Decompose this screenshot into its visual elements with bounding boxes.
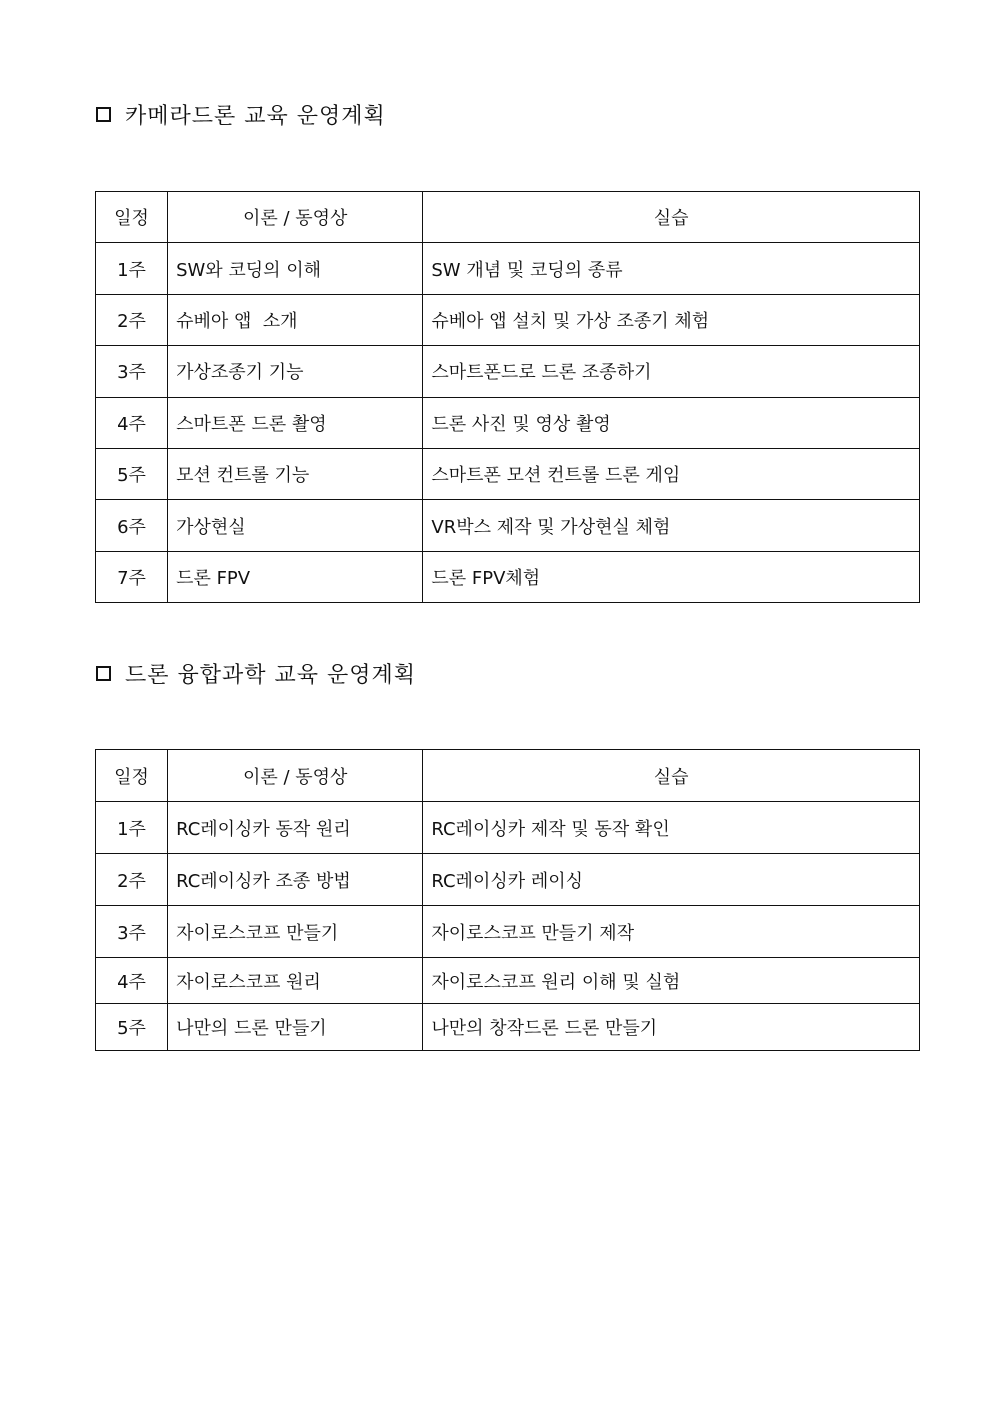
table-row	[96, 854, 920, 906]
practice-cell: 드론 FPV체험	[423, 551, 920, 602]
theory-cell: RC레이싱카 동작 원리	[168, 802, 423, 854]
checkbox-square-icon	[96, 666, 111, 681]
table-row	[96, 551, 920, 602]
table-header-row	[96, 192, 920, 243]
practice-cell: 스마트폰드로 드론 조종하기	[423, 346, 920, 397]
week-cell: 2주	[96, 854, 168, 906]
section-title-camera-drone	[96, 99, 386, 130]
table-row	[96, 243, 920, 294]
week-cell: 7주	[96, 551, 168, 602]
table-row	[96, 906, 920, 958]
table-row	[96, 294, 920, 345]
week-cell: 5주	[96, 448, 168, 499]
practice-cell: 스마트폰 모션 컨트롤 드론 게임	[423, 448, 920, 499]
drone-science-plan-table	[95, 749, 920, 1051]
practice-cell: 자이로스코프 원리 이해 및 실험	[423, 958, 920, 1004]
section-title-text: 카메라드론 교육 운영계획	[125, 104, 386, 129]
table-header-row	[96, 750, 920, 802]
table-row	[96, 448, 920, 499]
header-practice: 실습	[423, 192, 920, 243]
section-title-text: 드론 융합과학 교육 운영계획	[125, 663, 417, 688]
theory-cell: 자이로스코프 만들기	[168, 906, 423, 958]
theory-cell: RC레이싱카 조종 방법	[168, 854, 423, 906]
practice-cell: 나만의 창작드론 드론 만들기	[423, 1004, 920, 1051]
header-schedule: 일정	[96, 750, 168, 802]
practice-cell: 드론 사진 및 영상 촬영	[423, 397, 920, 448]
theory-cell: 가상현실	[168, 500, 423, 551]
section-title-drone-science	[96, 658, 416, 689]
week-cell: 3주	[96, 906, 168, 958]
theory-cell: 가상조종기 기능	[168, 346, 423, 397]
table-row	[96, 802, 920, 854]
week-cell: 2주	[96, 294, 168, 345]
theory-cell: 나만의 드론 만들기	[168, 1004, 423, 1051]
table-row	[96, 958, 920, 1004]
header-schedule: 일정	[96, 192, 168, 243]
header-practice: 실습	[423, 750, 920, 802]
theory-cell: SW와 코딩의 이해	[168, 243, 423, 294]
week-cell: 1주	[96, 802, 168, 854]
header-theory: 이론 / 동영상	[168, 192, 423, 243]
table-row	[96, 346, 920, 397]
practice-cell: VR박스 제작 및 가상현실 체험	[423, 500, 920, 551]
theory-cell: 슈베아 앱 소개	[168, 294, 423, 345]
week-cell: 3주	[96, 346, 168, 397]
practice-cell: 자이로스코프 만들기 제작	[423, 906, 920, 958]
checkbox-square-icon	[96, 107, 111, 122]
practice-cell: RC레이싱카 제작 및 동작 확인	[423, 802, 920, 854]
theory-cell: 모션 컨트롤 기능	[168, 448, 423, 499]
week-cell: 6주	[96, 500, 168, 551]
table-row	[96, 500, 920, 551]
practice-cell: 슈베아 앱 설치 및 가상 조종기 체험	[423, 294, 920, 345]
practice-cell: RC레이싱카 레이싱	[423, 854, 920, 906]
theory-cell: 자이로스코프 원리	[168, 958, 423, 1004]
practice-cell: SW 개념 및 코딩의 종류	[423, 243, 920, 294]
week-cell: 1주	[96, 243, 168, 294]
table-row	[96, 397, 920, 448]
theory-cell: 드론 FPV	[168, 551, 423, 602]
table-row	[96, 1004, 920, 1051]
theory-cell: 스마트폰 드론 촬영	[168, 397, 423, 448]
header-theory: 이론 / 동영상	[168, 750, 423, 802]
camera-drone-plan-table	[95, 191, 920, 603]
week-cell: 4주	[96, 958, 168, 1004]
week-cell: 4주	[96, 397, 168, 448]
week-cell: 5주	[96, 1004, 168, 1051]
